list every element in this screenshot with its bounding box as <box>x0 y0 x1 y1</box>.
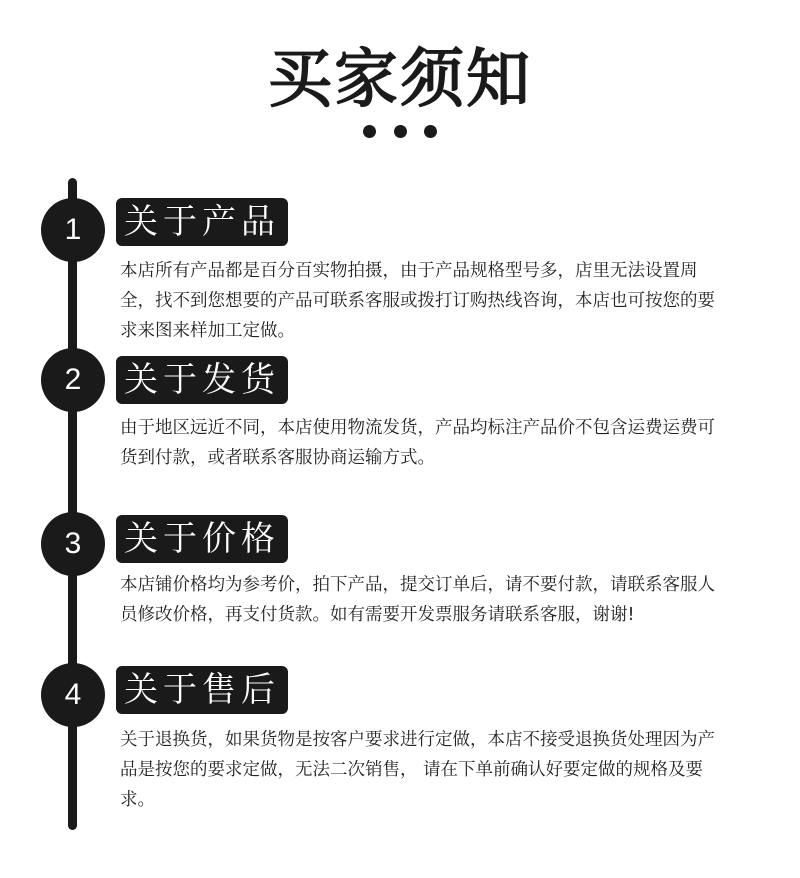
section-heading: 关于售后 <box>116 666 288 714</box>
timeline-line <box>68 178 77 830</box>
step-number-badge: 4 <box>41 663 105 727</box>
section-text: 由于地区远近不同，本店使用物流发货，产品均标注产品价不包含运费运费可货到付款，或者联系客服协商运输方式。 <box>120 418 715 468</box>
section-heading: 关于发货 <box>116 356 288 404</box>
section-text: 本店铺价格均为参考价，拍下产品，提交订单后，请不要付款，请联系客服人员修改价格，再支付货款。如有需要开发票服务请联系客服，谢谢! <box>120 575 715 625</box>
section-heading: 关于价格 <box>116 515 288 563</box>
page-title: 买家须知 <box>268 43 532 117</box>
step-number-badge: 3 <box>41 512 105 576</box>
title-decoration-dots <box>363 125 437 139</box>
step-number-badge: 1 <box>41 198 105 262</box>
section-text: 关于退换货，如果货物是按客户要求进行定做，本店不接受退换货处理因为产品是按您的要求定做，无法二次销售， 请在下单前确认好要定做的规格及要求。 <box>120 730 715 810</box>
decoration-dot <box>424 125 437 138</box>
decoration-dot <box>394 125 407 138</box>
decoration-dot <box>363 125 376 138</box>
step-number-badge: 2 <box>41 348 105 412</box>
section-heading: 关于产品 <box>116 198 288 246</box>
section-text: 本店所有产品都是百分百实物拍摄，由于产品规格型号多，店里无法设置周全，找不到您想要的产品可联系客服或拨打订购热线咨询，本店也可按您的要求来图来样加工定做。 <box>120 261 715 341</box>
